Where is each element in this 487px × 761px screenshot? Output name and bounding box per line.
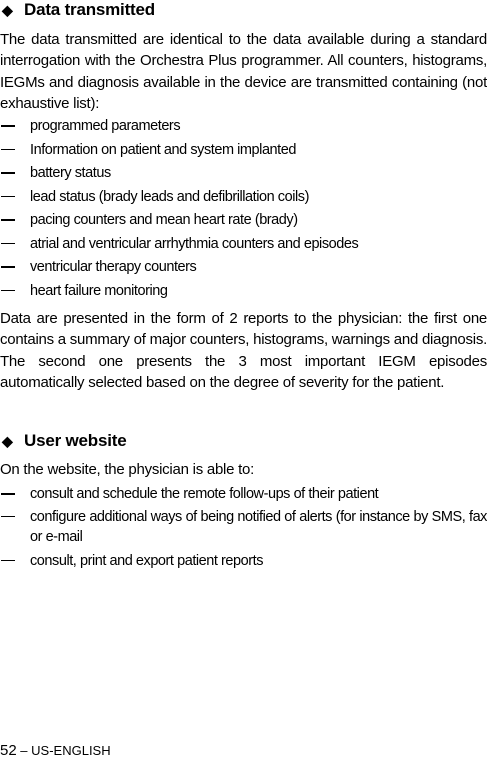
diamond-bullet-icon: ◆ — [2, 2, 13, 18]
section-heading-text: Data transmitted — [24, 0, 155, 19]
list-item: lead status (brady leads and defibrillation coils) — [30, 188, 309, 205]
list-item: programmed parameters — [30, 118, 181, 134]
footer-separator: – — [16, 743, 32, 758]
list-item: pacing counters and mean heart rate (brady) — [30, 212, 298, 228]
list-item: battery status — [30, 165, 111, 181]
footer-language: US-ENGLISH — [31, 743, 111, 758]
list-item: configure additional ways of being notified of alerts (for instance by SMS, fax or e-mail — [30, 508, 487, 545]
intro-paragraph: The data transmitted are identical to the data available during a standard interrogation with the Orchestra Plus programmer. All counters, histograms, IEGMs and diagnosis available in the device are transmitted containing (not exhaustive list): — [0, 31, 487, 112]
section-heading-user-website — [0, 431, 126, 451]
list-item: heart failure monitoring — [30, 282, 168, 299]
website-list — [0, 483, 487, 572]
reports-paragraph: Data are presented in the form of 2 reports to the physician: the first one contains a summary of major counters, histograms, warnings and diagnosis. The second one presents the 3 most important IEGM episodes automatically selected based on the degree of severity for the patient. — [0, 310, 487, 391]
section-heading-text: User website — [24, 431, 127, 450]
list-item: Information on patient and system implanted — [30, 141, 296, 158]
page-footer — [0, 741, 111, 761]
page-number: 52 — [0, 742, 17, 759]
data-list — [0, 115, 487, 303]
list-item: ventricular therapy counters — [30, 259, 197, 275]
list-item: consult, print and export patient reports — [30, 552, 264, 569]
section-heading-data-transmitted — [0, 0, 155, 20]
website-intro: On the website, the physician is able to: — [0, 461, 255, 478]
diamond-bullet-icon: ◆ — [2, 433, 13, 449]
list-item: atrial and ventricular arrhythmia counters and episodes — [30, 235, 359, 252]
list-item: consult and schedule the remote follow-ups of their patient — [30, 486, 379, 502]
